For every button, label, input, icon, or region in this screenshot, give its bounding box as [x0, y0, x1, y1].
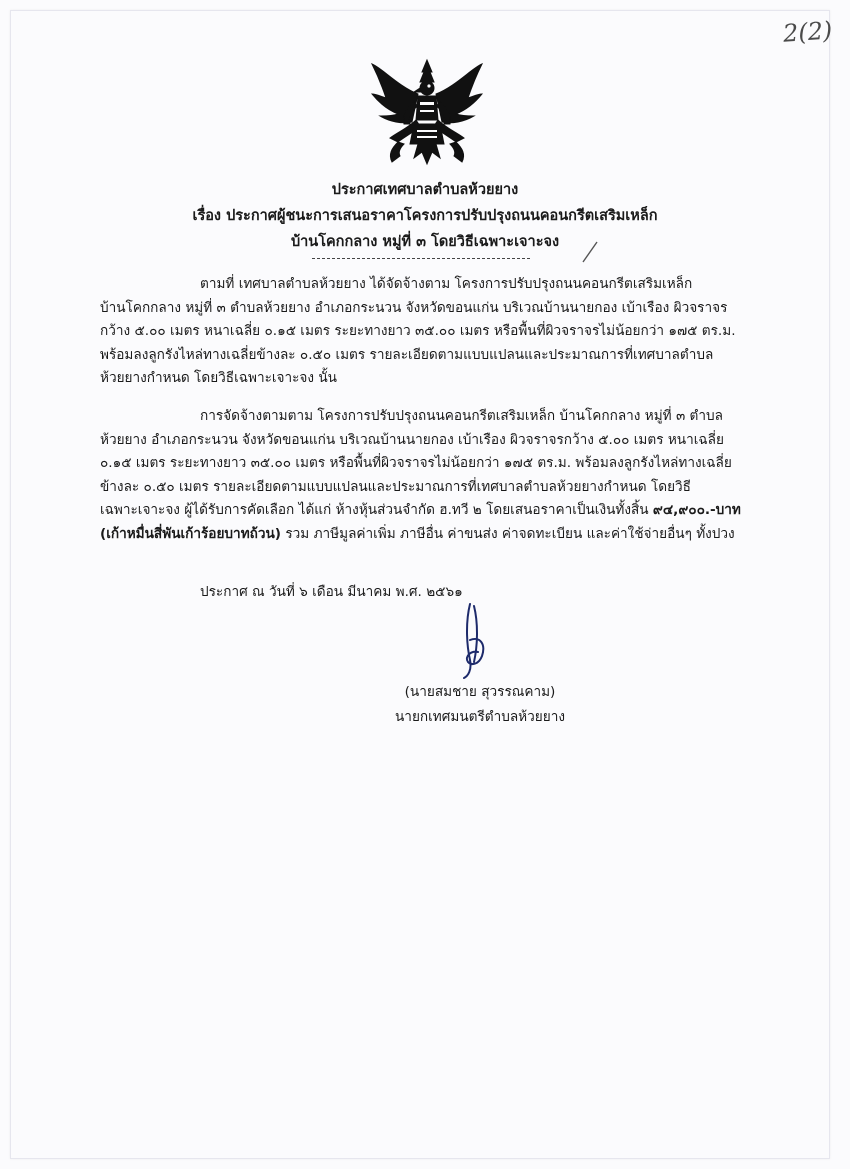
paragraph-2-line: ๐.๑๕ เมตร ระยะทางยาว ๓๕.๐๐ เมตร หรือพื้นที่ผิวจราจรไม่น้อยกว่า ๑๗๕ ตร.ม. พร้อมลงลูกรังไหล่ทางเฉลี่ย [100, 455, 732, 471]
signature-icon [452, 600, 500, 682]
winner-text: เฉพาะเจาะจง ผู้ได้รับการคัดเลือก ได้แก่ ห้างหุ้นส่วนจำกัด ฮ.ทวี ๒ โดยเสนอราคาเป็นเงินทั้งสิ้น [100, 502, 653, 518]
signer-title: นายกเทศมนตรีตำบลห้วยยาง [395, 709, 565, 725]
paragraph-1-line: พร้อมลงลูกรังไหล่ทางเฉลี่ยข้างละ ๐.๕๐ เมตร รายละเอียดตามแบบแปลนและประมาณการที่เทศบาลตำบล [100, 346, 714, 363]
paragraph-2-line: ข้างละ ๐.๕๐ เมตร รายละเอียดตามแบบแปลนและประมาณการที่เทศบาลตำบลห้วยยางกำหนด โดยวิธี [100, 478, 691, 495]
paragraph-2-line: การจัดจ้างตามตาม โครงการปรับปรุงถนนคอนกรีตเสริมเหล็ก บ้านโคกกลาง หมู่ที่ ๓ ตำบล [200, 408, 723, 424]
title-divider [312, 258, 530, 259]
title-line-1: ประกาศเทศบาลตำบลห้วยยาง [331, 182, 519, 198]
page-number: 2(2) [782, 16, 834, 48]
price-inclusions: รวม ภาษีมูลค่าเพิ่ม ภาษีอื่น ค่าขนส่ง ค่าจดทะเบียน และค่าใช้จ่ายอื่นๆ ทั้งปวง [281, 525, 735, 542]
garuda-emblem-icon [368, 58, 486, 166]
paragraph-1-line: กว้าง ๕.๐๐ เมตร หนาเฉลี่ย ๐.๑๕ เมตร ระยะทางยาว ๓๕.๐๐ เมตร หรือพื้นที่ผิวจราจรไม่น้อยกว่า ๑๗๕ ตร.ม. [100, 323, 736, 339]
paragraph-2-line [100, 523, 770, 547]
price-in-words: (เก้าหมื่นสี่พันเก้าร้อยบาทถ้วน) [100, 525, 282, 542]
paragraph-1-line: ตามที่ เทศบาลตำบลห้วยยาง ได้จัดจ้างตาม โครงการปรับปรุงถนนคอนกรีตเสริมเหล็ก [200, 276, 693, 292]
paragraph-1-line: ห้วยยางกำหนด โดยวิธีเฉพาะเจาะจง นั้น [100, 370, 337, 386]
title-line-3: บ้านโคกกลาง หมู่ที่ ๓ โดยวิธีเฉพาะเจาะจง [290, 234, 560, 250]
pen-mark-icon [580, 240, 600, 264]
paragraph-1-line: บ้านโคกกลาง หมู่ที่ ๓ ตำบลห้วยยาง อำเภอกระนวน จังหวัดขอนแก่น บริเวณบ้านนายกอง เบ้าเรือง ผิวจราจร [100, 299, 728, 316]
price-amount: ๙๔,๙๐๐.-บาท [652, 502, 741, 518]
title-line-2: เรื่อง ประกาศผู้ชนะการเสนอราคาโครงการปรับปรุงถนนคอนกรีตเสริมเหล็ก [192, 208, 658, 224]
paragraph-2-line: ห้วยยาง อำเภอกระนวน จังหวัดขอนแก่น บริเวณบ้านนายกอง เบ้าเรือง ผิวจราจรกว้าง ๕.๐๐ เมตร หนาเฉลี่ย [100, 431, 724, 448]
paragraph-2-line [100, 499, 770, 523]
paragraph-1 [100, 273, 770, 391]
document-title [120, 177, 730, 255]
announcement-date: ประกาศ ณ วันที่ ๖ เดือน มีนาคม พ.ศ. ๒๕๖๑ [200, 584, 463, 600]
paragraph-2 [100, 405, 770, 546]
signer-name: (นายสมชาย สุวรรณคาม) [404, 684, 556, 700]
